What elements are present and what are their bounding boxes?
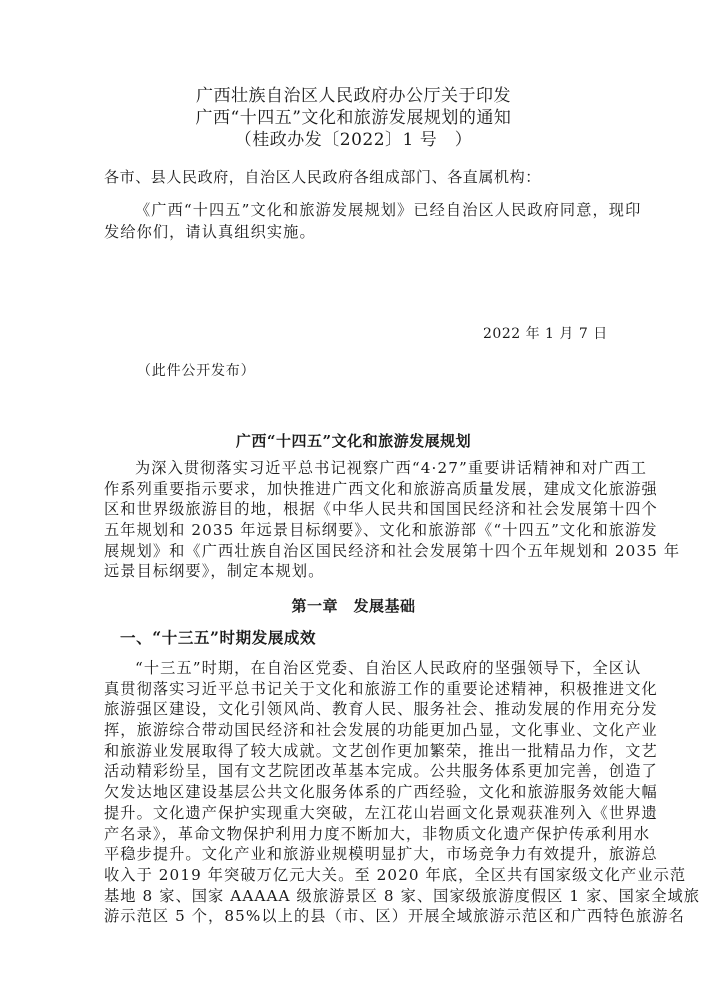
section-line: 收入于 2019 年突破万亿元大关。至 2020 年底，全区共有国家级文化产业示范: [104, 865, 687, 884]
section-line: 游示范区 5 个，85%以上的县（市、区）开展全域旅游示范区和广西特色旅游名: [104, 907, 685, 926]
section-line: 产名录》，革命文物保护利用力度不断加大，非物质文化遗产保护传承利用水: [104, 824, 651, 843]
section-line: 提升。文化遗产保护实现重大突破，左江花山岩画文化景观获准列入《世界遗: [104, 803, 658, 822]
preface-paragraph: [104, 458, 681, 582]
notice-title-line-1: 广西壮族自治区人民政府办公厅关于印发: [196, 86, 511, 106]
preface-line: 作系列重要指示要求，加快推进广西文化和旅游高质量发展，建成文化旅游强: [104, 479, 658, 498]
section-line: 真贯彻落实习近平总书记关于文化和旅游工作的重要论述精神，积极推进文化: [104, 679, 658, 698]
intro-line: 发给你们，请认真组织实施。: [104, 222, 316, 241]
preface-line: 为深入贯彻落实习近平总书记视察广西“4·27”重要讲话精神和对广西工: [135, 459, 647, 477]
section-line: 活动精彩纷呈，国有文艺院团改革基本完成。公共服务体系更加完善，创造了: [104, 762, 658, 781]
preface-line: 远景目标纲要》，制定本规划。: [104, 562, 325, 581]
plan-title: 广西“十四五”文化和旅游发展规划: [235, 432, 472, 450]
notice-title: [0, 85, 707, 151]
intro-paragraph: [104, 200, 642, 243]
issue-date: 2022 年 1 月 7 日: [483, 326, 608, 342]
section-line: 挥，旅游综合带动国民经济和社会发展的功能更加凸显，文化事业、文化产业: [104, 721, 658, 740]
public-release-note: （此件公开发布）: [137, 363, 256, 379]
chapter-heading: 第一章 发展基础: [291, 597, 416, 615]
intro-line: 《广西“十四五”文化和旅游发展规划》已经自治区人民政府同意，现印: [135, 201, 642, 219]
section-paragraph: [104, 658, 701, 927]
document-number: （桂政办发〔2022〕1 号 ）: [234, 130, 473, 150]
preface-line: 五年规划和 2035 年远景目标纲要》、文化和旅游部《“十四五”文化和旅游发: [104, 521, 658, 540]
section-line: 基地 8 家、国家 AAAAA 级旅游景区 8 家、国家级旅游度假区 1 家、国家全域旅: [104, 886, 701, 905]
section-line: “十三五”时期，在自治区党委、自治区人民政府的坚强领导下，全区认: [135, 659, 642, 677]
section-line: 和旅游业发展取得了较大成就。文艺创作更加繁荣，推出一批精品力作，文艺: [104, 741, 658, 760]
section-line: 欠发达地区建设基层公共文化服务体系的广西经验，文化和旅游服务效能大幅: [104, 783, 658, 802]
notice-title-line-2: 广西“十四五”文化和旅游发展规划的通知: [195, 108, 512, 128]
salutation: 各市、县人民政府，自治区人民政府各组成部门、各直属机构：: [104, 168, 541, 186]
section-heading: 一、“十三五”时期发展成效: [120, 628, 317, 647]
section-line: 旅游强区建设，文化引领风尚、教育人民、服务社会、推动发展的作用充分发: [104, 700, 658, 719]
preface-line: 展规划》和《广西壮族自治区国民经济和社会发展第十四个五年规划和 2035 年: [104, 541, 681, 560]
section-line: 平稳步提升。文化产业和旅游业规模明显扩大，市场竞争力有效提升，旅游总: [104, 845, 658, 864]
preface-line: 区和世界级旅游目的地，根据《中华人民共和国国民经济和社会发展第十四个: [104, 500, 658, 519]
